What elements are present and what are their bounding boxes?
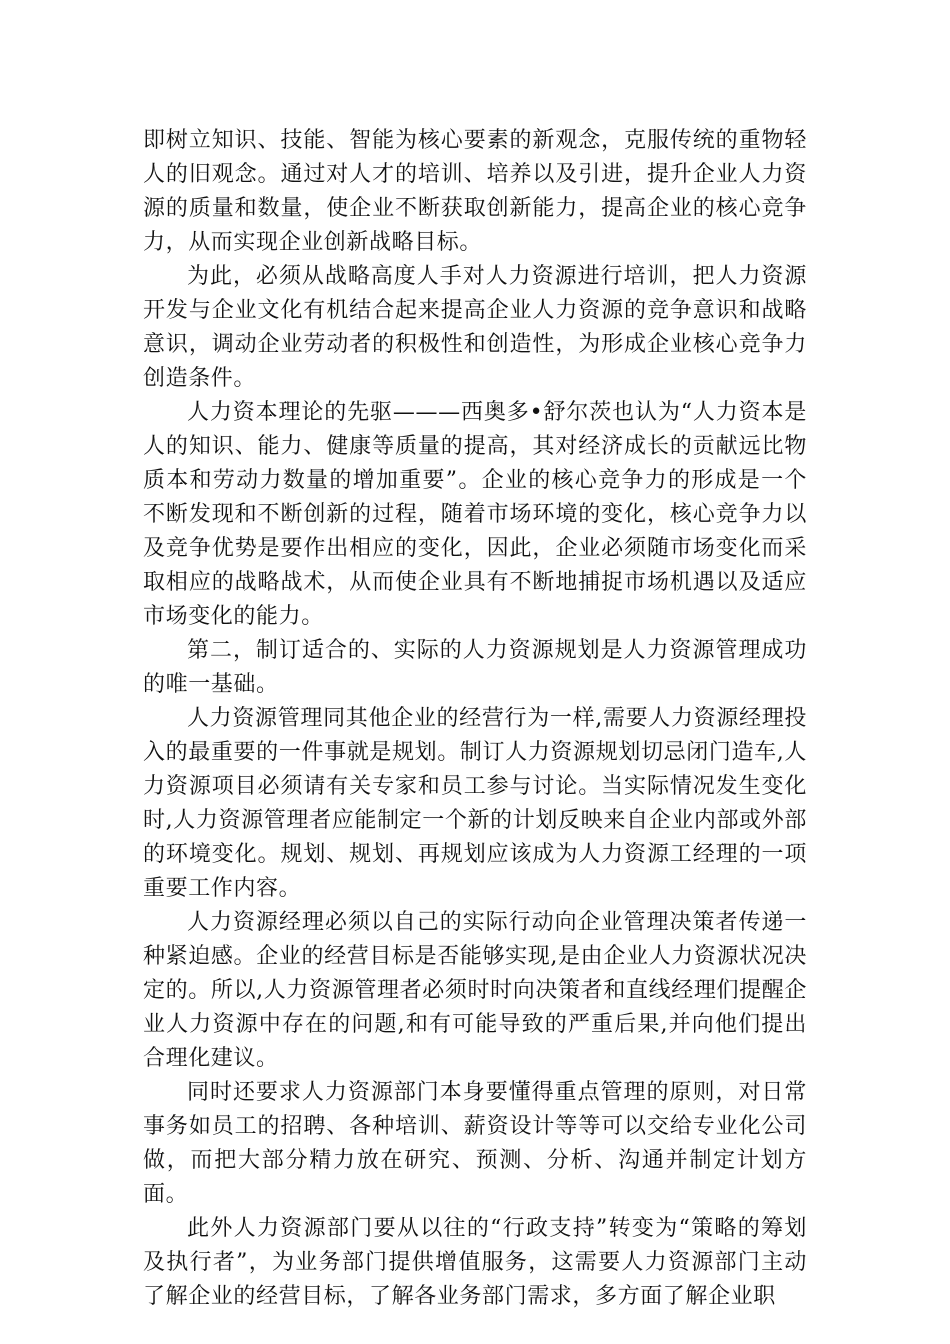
paragraph-6: 人力资源经理必须以自己的实际行动向企业管理决策者传递一种紧迫感。企业的经营目标是否能够实现,是由企业人力资源状况决定的。所以,人力资源管理者必须时时向决策者和直线经理们提醒企业人力资源中存在的问题,和有可能导致的严重后果,并向他们提出合理化建议。 xyxy=(143,910,807,1071)
paragraph-2: 为此，必须从战略高度人手对人力资源进行培训，把人力资源开发与企业文化有机结合起来提高企业人力资源的竞争意识和战略意识，调动企业劳动者的积极性和创造性，为形成企业核心竞争力创造条件。 xyxy=(143,264,807,391)
document-page xyxy=(143,124,807,1314)
paragraph-7: 同时还要求人力资源部门本身要懂得重点管理的原则，对日常事务如员工的招聘、各种培训、薪资设计等等可以交给专业化公司做，而把大部分精力放在研究、预测、分析、沟通并制定计划方面。 xyxy=(143,1080,807,1207)
paragraph-4: 第二，制订适合的、实际的人力资源规划是人力资源管理成功的唯一基础。 xyxy=(143,638,807,697)
paragraph-1: 即树立知识、技能、智能为核心要素的新观念，克服传统的重物轻人的旧观念。通过对人才的培训、培养以及引进，提升企业人力资源的质量和数量，使企业不断获取创新能力，提高企业的核心竞争力，从而实现企业创新战略目标。 xyxy=(143,128,807,255)
paragraph-5: 人力资源管理同其他企业的经营行为一样,需要人力资源经理投入的最重要的一件事就是规划。制订人力资源规划切忌闭门造车,人力资源项目必须请有关专家和员工参与讨论。当实际情况发生变化时,人力资源管理者应能制定一个新的计划反映来自企业内部或外部的环境变化。规划、规划、再规划应该成为人力资源工经理的一项重要工作内容。 xyxy=(143,706,807,901)
paragraph-8: 此外人力资源部门要从以往的“行政支持”转变为“策略的筹划及执行者”，为业务部门提供增值服务，这需要人力资源部门主动了解企业的经营目标，了解各业务部门需求，多方面了解企业职 xyxy=(143,1216,807,1309)
paragraph-3: 人力资本理论的先驱———西奥多•舒尔茨也认为“人力资本是人的知识、能力、健康等质量的提高，其对经济成长的贡献远比物质本和劳动力数量的增加重要”。企业的核心竞争力的形成是一个不断发现和不断创新的过程，随着市场环境的变化，核心竞争力以及竞争优势是要作出相应的变化，因此，企业必须随市场变化而采取相应的战略战术，从而使企业具有不断地捕捉市场机遇以及适应市场变化的能力。 xyxy=(143,400,807,629)
